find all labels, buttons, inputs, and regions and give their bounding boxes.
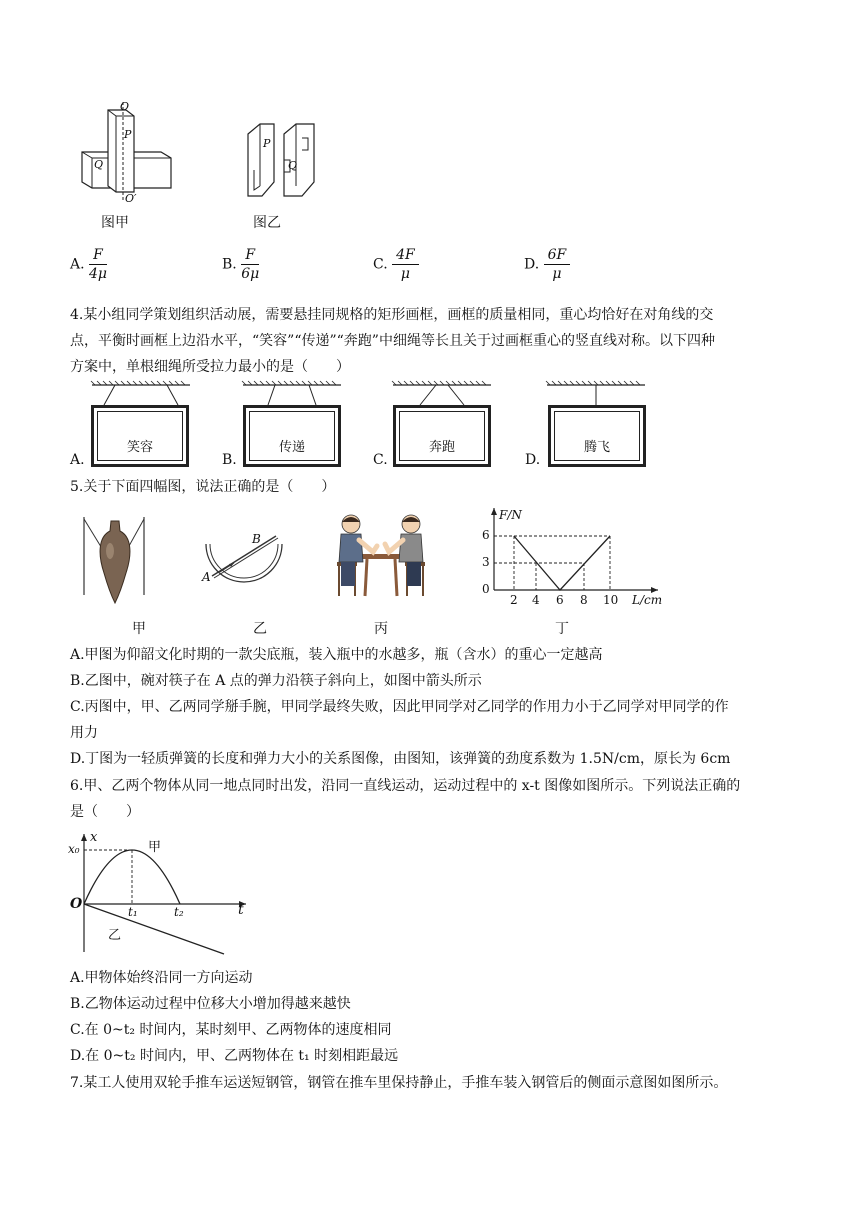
q3-option-a[interactable]: A. $\frac{F}{4\mu}$ (70, 247, 108, 282)
q3-option-b-fraction: $\frac{F}{6\mu}$ (241, 247, 260, 282)
q5-caption-jia: 甲 (132, 621, 146, 637)
q3-option-d-fraction: $\frac{6F}{\mu}$ (544, 246, 571, 283)
q5-caption-bing: 丙 (374, 621, 388, 637)
q3-yi-label-p: P (263, 137, 271, 150)
q5-graph-y-label: F/N (499, 508, 522, 522)
q3-label-o-prime: O′ (125, 192, 137, 205)
q6-graph-series-yi: 乙 (108, 928, 122, 943)
q3-caption-yi: 图乙 (253, 215, 281, 231)
q3-option-b[interactable]: B. $\frac{F}{6\mu}$ (222, 247, 260, 282)
q5-caption-yi: 乙 (253, 621, 267, 637)
q3-option-a-fraction: $\frac{F}{4\mu}$ (89, 247, 108, 282)
q3-caption-jia: 图甲 (101, 215, 129, 231)
q3-label-q: Q (94, 158, 104, 171)
q5-caption-ding: 丁 (555, 621, 569, 637)
q6-option-a[interactable]: A.甲物体始终沿同一方向运动 (70, 970, 253, 986)
q4-frame-a: 笑容 (91, 405, 189, 467)
q5-figure-jia-bottle (80, 515, 150, 605)
q3-label-p: P (124, 128, 132, 141)
q4-stem-line2: 点，平衡时画框上边沿水平，“笑容”“传递”“奔跑”中细绳等长且关于过画框重心的竖直线对称。以下四种 (70, 333, 715, 349)
q5-graph-x-tick-2: 2 (510, 593, 518, 607)
q6-stem-line2: 是（ ） (70, 804, 140, 820)
q5-figure-bing-arm-wrestling (333, 510, 429, 598)
q3-yi-label-q: Q (288, 159, 298, 172)
q5-stem: 5.关于下面四幅图，说法正确的是（ ） (70, 479, 336, 495)
q4-option-a[interactable]: A. (70, 452, 85, 468)
q5-graph-y-tick-6: 6 (482, 528, 490, 542)
q6-stem-line1: 6.甲、乙两个物体从同一地点同时出发，沿同一直线运动，运动过程中的 x-t 图像如图所示。下列说法正确的 (70, 778, 741, 794)
q4-option-d[interactable]: D. (525, 452, 541, 468)
q3-option-d[interactable]: D. $\frac{6F}{\mu}$ (524, 246, 570, 283)
q7-stem-line1: 7.某工人使用双轮手推车运送短钢管，钢管在推车里保持静止，手推车装入钢管后的侧面示意图如图所示。 (70, 1075, 728, 1091)
q4-option-b[interactable]: B. (222, 452, 237, 468)
q5-yi-label-b: B (252, 532, 261, 546)
q6-option-d[interactable]: D.在 0~t₂ 时间内，甲、乙两物体在 t₁ 时刻相距最远 (70, 1048, 399, 1064)
q4-stem-line3: 方案中，单根细绳所受拉力最小的是（ ） (70, 359, 350, 375)
q6-option-b[interactable]: B.乙物体运动过程中位移大小增加得越来越快 (70, 996, 351, 1012)
q4-stem-line1: 4.某小组同学策划组织活动展，需要悬挂同规格的矩形画框，画框的质量相同，重心均恰好在对角线的交 (70, 307, 714, 323)
q5-option-d[interactable]: D.丁图为一轻质弹簧的长度和弹力大小的关系图像，由图知，该弹簧的劲度系数为 1.5N/cm，原长为 6cm (70, 751, 731, 767)
q6-option-c[interactable]: C.在 0~t₂ 时间内，某时刻甲、乙两物体的速度相同 (70, 1022, 392, 1038)
q5-option-b[interactable]: B.乙图中，碗对筷子在 A 点的弹力沿筷子斜向上，如图中箭头所示 (70, 673, 482, 689)
q3-figure-yi (244, 120, 324, 202)
q6-graph-x0-label: x₀ (68, 842, 80, 856)
q5-option-c-line1[interactable]: C.丙图中，甲、乙两同学掰手腕，甲同学最终失败，因此甲同学对乙同学的作用力小于乙同学对甲同学的作 (70, 699, 729, 715)
q5-graph-x-tick-6: 6 (556, 593, 564, 607)
q6-graph-series-jia: 甲 (148, 840, 162, 855)
q5-graph-x-tick-4: 4 (532, 593, 540, 607)
q5-figure-yi-bowl (198, 530, 288, 590)
q6-graph-t1: t₁ (128, 905, 138, 919)
q4-frame-c: 奔跑 (393, 405, 491, 467)
q5-graph-y-tick-0: 0 (482, 582, 490, 596)
q6-graph-origin: O (70, 896, 83, 912)
q6-graph-t2: t₂ (174, 905, 184, 919)
q5-graph-y-tick-3: 3 (482, 555, 490, 569)
q5-graph-x-tick-10: 10 (603, 593, 619, 607)
q3-option-c-fraction: $\frac{4F}{\mu}$ (392, 246, 419, 283)
q5-graph-x-tick-8: 8 (580, 593, 588, 607)
q4-option-c[interactable]: C. (373, 452, 388, 468)
q6-graph-y-label: x (90, 830, 98, 845)
q4-frame-d: 腾飞 (548, 405, 646, 467)
q5-graph-x-label: L/cm (632, 593, 663, 607)
q5-option-c-line2: 用力 (70, 725, 98, 741)
q4-frame-b: 传递 (243, 405, 341, 467)
q3-option-c[interactable]: C. $\frac{4F}{\mu}$ (373, 246, 419, 283)
q5-option-a[interactable]: A.甲图为仰韶文化时期的一款尖底瓶，装入瓶中的水越多，瓶（含水）的重心一定越高 (70, 647, 603, 663)
q6-graph-x-label: t (238, 902, 244, 918)
q5-yi-label-a: A (202, 570, 211, 584)
q3-label-o: O (120, 100, 130, 113)
